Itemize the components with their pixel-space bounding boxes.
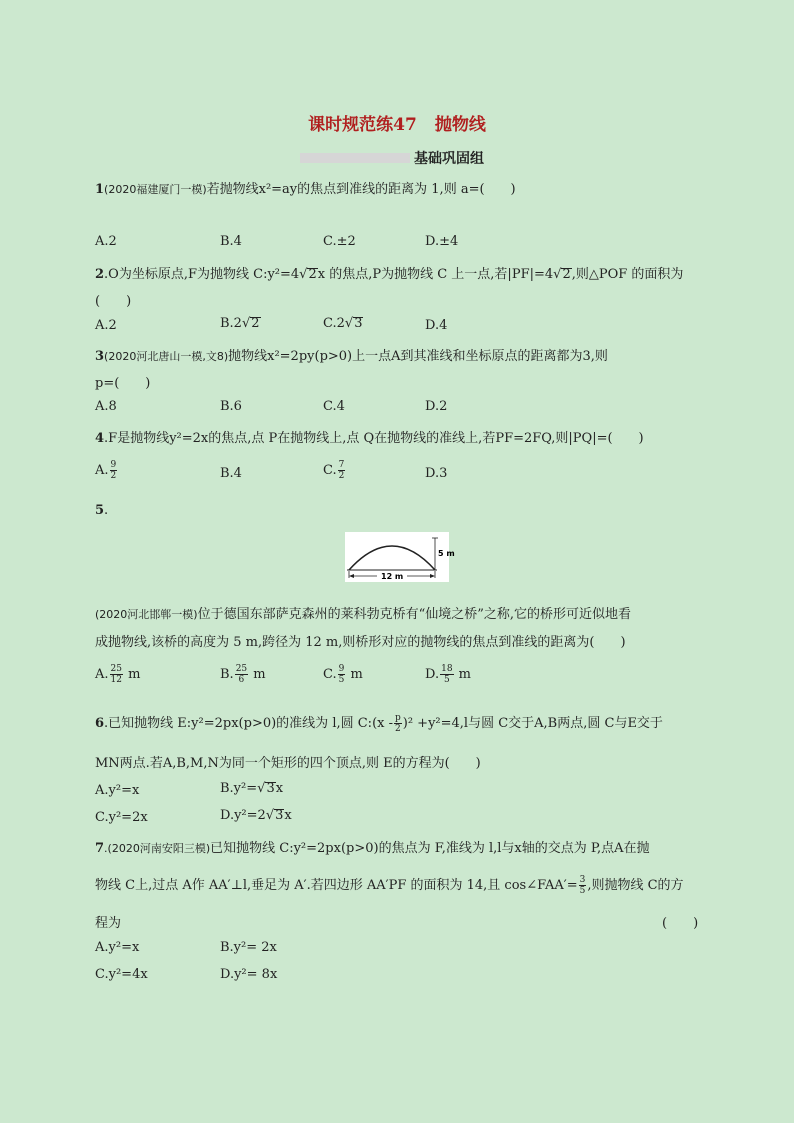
q7-text-2b: ,则抛物线 C的方 — [587, 878, 684, 893]
q5-text-line2: 成抛物线,该桥的高度为 5 m,跨径为 12 m,则桥形对应的抛物线的焦点到准线的距离为( ) — [95, 635, 626, 650]
q2-text-b: x 的焦点,P为抛物线 C 上一点,若|PF|=4 — [317, 267, 554, 282]
q4-optc-num: 7 — [338, 460, 345, 470]
q6-optd-x: x — [284, 808, 292, 823]
q5-optd-label: D. — [425, 667, 440, 682]
q2-option-d[interactable]: D.4 — [425, 318, 448, 333]
q7-frac — [579, 875, 587, 896]
q4-opta-frac — [110, 460, 118, 481]
page-title — [0, 110, 794, 135]
q6-line2: MN两点.若A,B,M,N为同一个矩形的四个顶点,则 E的方程为( ) — [95, 756, 481, 771]
q5-optc-frac — [338, 664, 346, 685]
bridge-height-label: 5 m — [438, 549, 455, 558]
question-3 — [95, 345, 608, 364]
q1-number: 1 — [95, 182, 105, 197]
q6-text-b: )² +y²=4,l与圆 C交于A,B两点,圆 C与E交于 — [402, 716, 663, 731]
q2-optb-sqrt: 2 — [251, 316, 260, 331]
q5-opta-unit: m — [123, 667, 141, 682]
bridge-diagram — [345, 532, 455, 582]
q4-optc-frac — [338, 460, 346, 481]
q2-text-c: ,则△POF 的面积为 — [571, 267, 684, 282]
q4-opta-den: 2 — [110, 471, 117, 481]
bridge-width-label: 12 m — [381, 572, 404, 581]
q5-text-1: 位于德国东部萨克森州的莱科勃克桥有“仙境之桥”之称,它的桥形可近似地看 — [197, 607, 632, 622]
q2-option-a[interactable]: A.2 — [95, 318, 117, 333]
q4-option-b[interactable]: B.4 — [220, 466, 242, 481]
q7-option-b[interactable]: B.y²= 2x — [220, 940, 277, 955]
q6-frac-den: 2 — [395, 724, 401, 734]
q5-dot: . — [104, 503, 109, 518]
q5-optd-den: 5 — [443, 675, 450, 685]
q5-opta-label: A. — [95, 667, 109, 682]
q6-frac-num: p — [395, 713, 401, 723]
question-5 — [95, 503, 108, 518]
q2-option-b[interactable]: B.2√2 — [220, 316, 260, 331]
q4-opta-label: A. — [95, 463, 109, 478]
section-header — [300, 148, 484, 166]
q7-option-a[interactable]: A.y²=x — [95, 940, 140, 955]
section-bar — [300, 153, 410, 163]
q4-optc-den: 2 — [338, 471, 345, 481]
q5-optc-unit: m — [346, 667, 363, 682]
q3-source: (2020河北唐山一模,文8) — [104, 350, 229, 363]
q7-paren: ( ) — [662, 916, 699, 931]
q4-number: 4 — [95, 431, 105, 446]
q2-number: 2 — [95, 267, 105, 282]
q5-optb-den: 6 — [238, 675, 245, 685]
q1-option-b[interactable]: B.4 — [220, 234, 242, 249]
q7-text-1: 已知抛物线 C:y²=2px(p>0)的焦点为 F,准线为 l,l与x轴的交点为 P,点A在抛 — [210, 841, 650, 856]
q7-source: .(2020河南安阳三模) — [104, 842, 211, 855]
q5-optd-num: 18 — [441, 664, 453, 674]
q3-option-c[interactable]: C.4 — [323, 399, 345, 414]
q2-sqrt-1: 2 — [308, 267, 317, 282]
q1-text: 若抛物线x²=ay的焦点到准线的距离为 1,则 a=( ) — [206, 182, 516, 197]
q5-opta-frac — [110, 664, 123, 685]
q5-optb-frac — [235, 664, 248, 685]
q2-paren: ( ) — [95, 294, 132, 309]
q7-option-d[interactable]: D.y²= 8x — [220, 967, 278, 982]
title-sub: 抛物线 — [434, 115, 486, 135]
q7-number: 7 — [95, 841, 105, 856]
q3-option-a[interactable]: A.8 — [95, 399, 117, 414]
q4-option-c[interactable] — [323, 460, 346, 481]
bridge-figure — [345, 532, 455, 582]
q6-optb-x: x — [275, 781, 284, 796]
q2-optc-sqrt: 3 — [354, 316, 363, 331]
q6-option-a[interactable]: A.y²=x — [95, 783, 140, 798]
q6-optb-sqrt: 3 — [266, 781, 275, 796]
question-6 — [95, 712, 663, 734]
q5-optd-unit: m — [454, 667, 472, 682]
q7-option-c[interactable]: C.y²=4x — [95, 967, 148, 982]
q1-source: (2020福建厦门一模) — [104, 183, 207, 196]
q7-frac-num: 3 — [579, 875, 586, 885]
q2-optb-label: B.2 — [220, 316, 242, 331]
q1-option-c[interactable]: C.±2 — [323, 234, 356, 249]
q6-text-a: .已知抛物线 E:y²=2px(p>0)的准线为 l,圆 C:(x - — [104, 716, 393, 731]
q4-option-a[interactable] — [95, 460, 118, 481]
q5-source: (2020河北邯郸一模) — [95, 608, 198, 621]
q2-optc-label: C.2 — [323, 316, 345, 331]
q5-optc-label: C. — [323, 667, 337, 682]
question-7 — [95, 837, 650, 856]
question-2: 2.O为坐标原点,F为抛物线 C:y²=4√2x 的焦点,P为抛物线 C 上一点,若|PF|=4√2,则△POF 的面积为 — [95, 267, 684, 282]
q3-number: 3 — [95, 349, 105, 364]
q2-text-a: .O为坐标原点,F为抛物线 C:y²=4 — [104, 267, 300, 282]
q7-text-2a: 物线 C上,过点 A作 AA′⊥l,垂足为 A′.若四边形 AA′PF 的面积为 14,且 cos∠FAA′= — [95, 878, 578, 893]
q2-sqrt-2: 2 — [562, 267, 571, 282]
q3-line2: p=( ) — [95, 376, 151, 391]
question-1 — [95, 178, 516, 197]
q4-opta-num: 9 — [110, 460, 117, 470]
q3-option-d[interactable]: D.2 — [425, 399, 448, 414]
q5-option-b[interactable] — [220, 664, 266, 685]
q5-optd-frac — [440, 664, 453, 685]
q5-text-line1 — [95, 603, 631, 622]
q6-number: 6 — [95, 716, 105, 731]
q5-optb-unit: m — [249, 667, 266, 682]
title-main: 课时规范练47 — [308, 115, 417, 135]
q6-option-c[interactable]: C.y²=2x — [95, 810, 148, 825]
q5-optb-num: 25 — [235, 664, 248, 674]
q7-line2 — [95, 874, 684, 896]
q5-option-c[interactable] — [323, 664, 363, 685]
q5-optc-den: 5 — [338, 675, 345, 685]
q6-optd-sqrt: 3 — [275, 808, 284, 823]
q1-option-d[interactable]: D.±4 — [425, 234, 459, 249]
q6-option-d[interactable]: D.y²=2√3x — [220, 808, 292, 823]
q5-optb-label: B. — [220, 667, 234, 682]
q7-line3: 程为 — [95, 916, 122, 931]
q4-optc-label: C. — [323, 463, 337, 478]
q5-option-d[interactable] — [425, 664, 471, 685]
q6-optd-label: D.y²=2 — [220, 808, 266, 823]
q4-option-d[interactable]: D.3 — [425, 466, 448, 481]
q5-number: 5 — [95, 503, 105, 518]
q4-text: .F是抛物线y²=2x的焦点,点 P在抛物线上,点 Q在抛物线的准线上,若PF=2FQ,则|PQ|=( ) — [104, 431, 644, 446]
q3-option-b[interactable]: B.6 — [220, 399, 242, 414]
q7-frac-den: 5 — [579, 886, 586, 896]
q1-option-a[interactable]: A.2 — [95, 234, 117, 249]
q3-text: 抛物线x²=2py(p>0)上一点A到其准线和坐标原点的距离都为3,则 — [228, 349, 608, 364]
q5-optc-num: 9 — [338, 664, 345, 674]
q2-option-c[interactable]: C.2√3 — [323, 316, 363, 331]
q5-opta-den: 12 — [110, 675, 122, 685]
q6-optb-label: B.y²= — [220, 781, 258, 796]
q5-option-a[interactable] — [95, 664, 140, 685]
q6-option-b[interactable]: B.y²=√3x — [220, 781, 284, 796]
q5-opta-num: 25 — [110, 664, 122, 674]
section-label: 基础巩固组 — [414, 151, 484, 167]
q6-frac — [394, 713, 402, 734]
question-4 — [95, 427, 644, 446]
